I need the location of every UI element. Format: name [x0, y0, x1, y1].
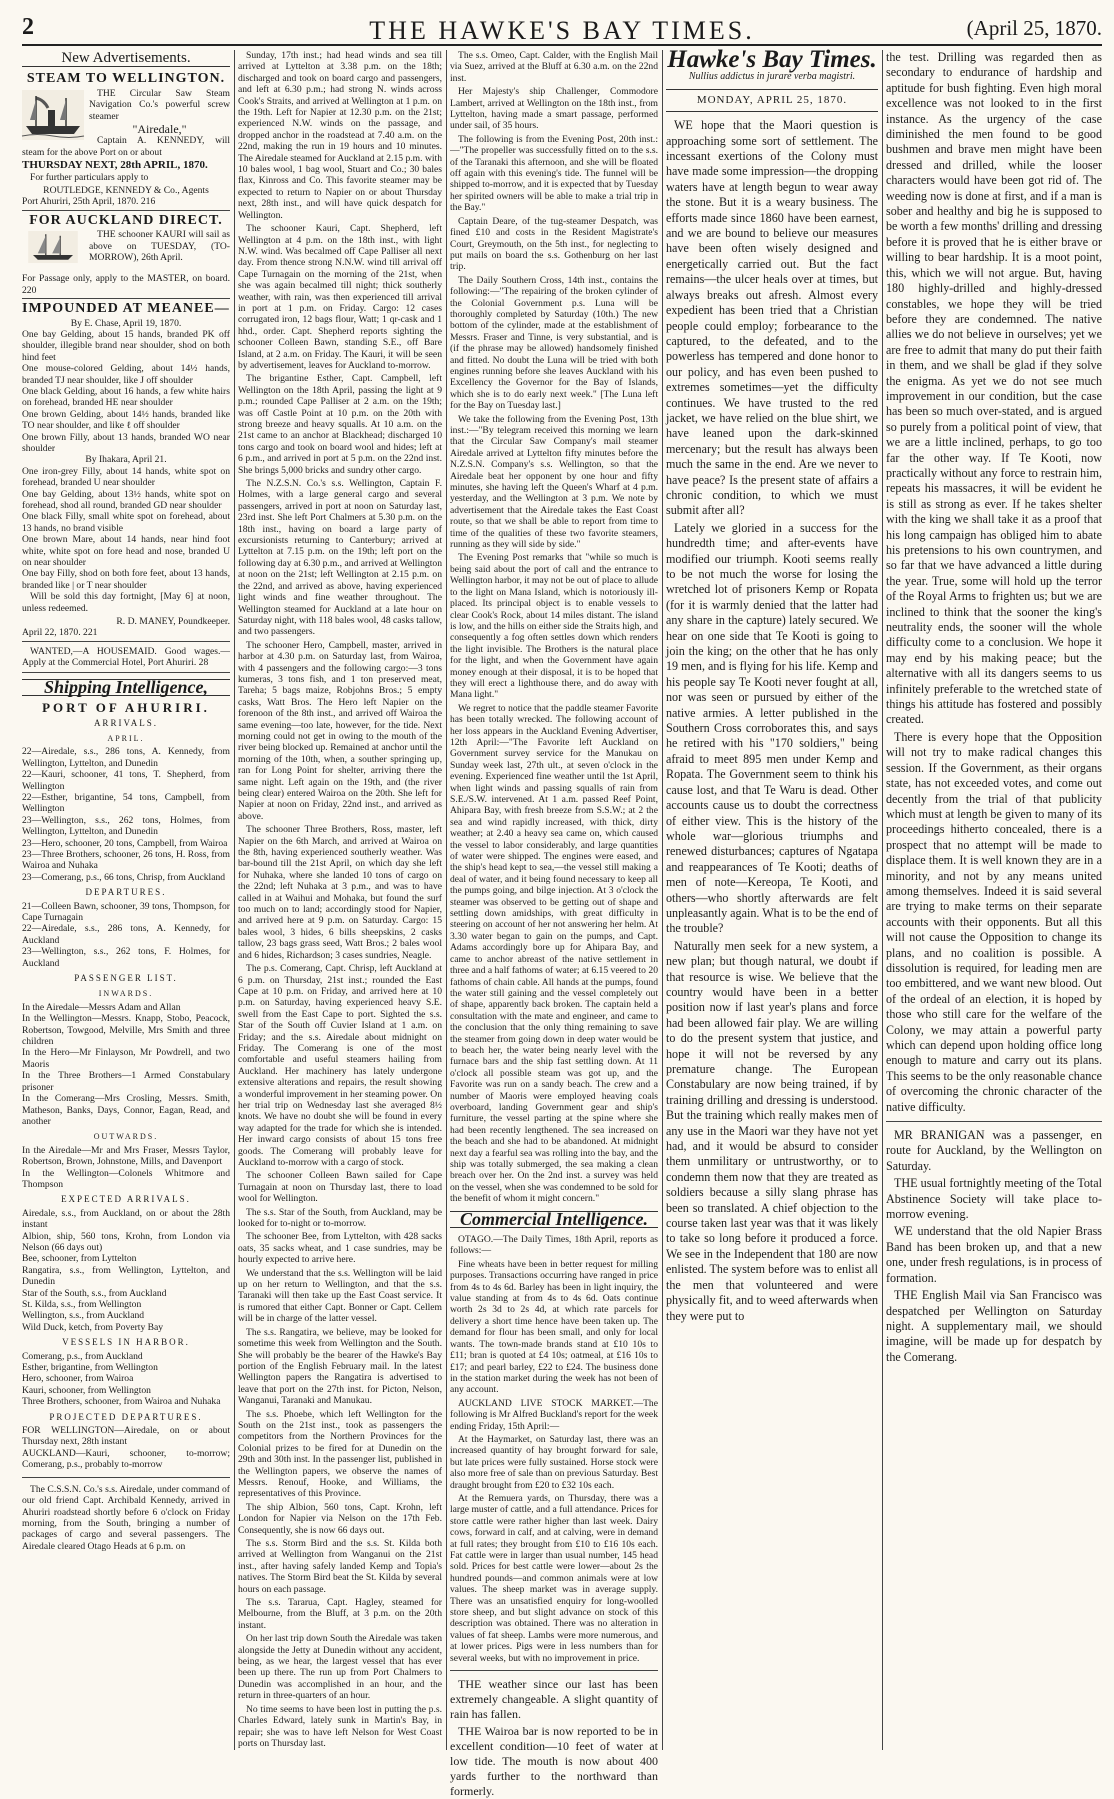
paragraph: THE weather since our last has been extremely changeable. A slight quantity of rain has fallen. — [450, 1677, 658, 1722]
list-item: Albion, ship, 560 tons, Krohn, from London via Nelson (66 days out) — [22, 1230, 230, 1253]
column-editorial-continued — [886, 50, 1102, 1750]
list-item: Airedale, s.s., from Auckland, on or about the 28th instant — [22, 1207, 230, 1231]
list-item: 23—Hero, schooner, 20 tons, Campbell, from Wairoa — [22, 837, 228, 849]
list-heading: PASSENGER LIST. — [74, 973, 178, 984]
impound-by: By E. Chase, April 19, 1870. — [70, 317, 182, 329]
editorial-masthead: Hawke's Bay Times. — [667, 46, 877, 73]
paragraph: At the Haymarket, on Saturday last, there was an increased quantity of hay brought forward for sale, but late prices were fully sustained. Horse stock were also more free of sale than on previous Saturday. Best draught brought from £20 to £32 10s each. — [450, 1433, 658, 1491]
paragraph: The ship Albion, 560 tons, Capt. Krohn, left London for Napier via Nelson on the 17th Feb. Consequently, she is now 66 days out. — [238, 1501, 442, 1536]
ad-footer: Port Ahuriri, 25th April, 1870. 216 — [22, 196, 230, 210]
list-item: Wild Duck, ketch, from Poverty Bay — [22, 1321, 164, 1333]
paragraph: The N.Z.S.N. Co.'s s.s. Wellington, Captain F. Holmes, with a large general cargo and several passengers, arrived in port at noon on Saturday last, 23rd inst. She left Port Chalmers at 5.30 p.m. on the 18th inst., having on board a large party of excursionists returning to Canterbury; arrived at Lyttelton at 7.15 p.m. on the 19th; left port on the following day at 6.30 p.m., and arrived at Wellington at noon on the 21st; left Wellington at 2.15 p.m. on the 22nd, and arrived as above, having experienced light winds and fine weather throughout. The Wellington steamed for Auckland at a late hour on Saturday night, with 118 bales wool, 48 casks tallow, and two passengers. — [238, 478, 442, 638]
masthead — [22, 12, 1102, 46]
list-item: Wellington, s.s., from Auckland — [22, 1310, 145, 1322]
ad-heading: FOR AUCKLAND DIRECT. — [29, 212, 223, 228]
list-item: Bee, schooner, from Lyttelton — [22, 1253, 137, 1265]
impound-item: One brown Mare, about 14 hands, near hind foot white, white spot on fore head and nose, branded U on near shoulder — [22, 534, 230, 569]
news-note: THE English Mail via San Francisco was despatched per Wellington on Saturday night. A supplementary mail, we should imagine, will be made up for despatch by the Comerang. — [886, 1288, 1102, 1364]
paragraph: The s.s. Star of the South, from Auckland, may be looked for to-night or to-morrow. — [238, 1206, 442, 1230]
divider — [450, 1670, 658, 1671]
ad-heading: IMPOUNDED AT MEANEE— — [22, 301, 230, 317]
paragraph: The schooner Three Brothers, Ross, master, left Napier on the 6th March, and arrived at Wairoa on the 8th, having experienced southerly weather. Was bar-bound till the 21st April, on which day she left for Nuhaka, where she landed 10 tons of cargo on the 22nd; left Nuhaka at 3 p.m., and was to have called in at Waihui and Mohaka, but found the surf too much on to land; accordingly stood for Napier, and arrived here at 9 p.m. on Saturday. Cargo: 15 bales wool, 3 hides, 6 bills sheepskins, 2 casks tallow, 23 bags grass seed, Watt Bros.; 2 bales wool and 6 hides, Richardson; 3 cases sundries, Neagle. — [238, 824, 442, 961]
news-note: WE understand that the old Napier Brass Band has been broken up, and that a new one, under fresh regulations, is in process of formation. — [886, 1224, 1102, 1285]
paragraph: The s.s. Omeo, Capt. Calder, with the English Mail via Suez, arrived at the Bluff at 6.30 a.m. on the 22nd inst. — [450, 50, 658, 84]
ad-text: THE Circular Saw Steam Navigation Co.'s powerful screw steamer — [89, 87, 230, 122]
paragraph: Naturally men seek for a new system, a new plan; but though natural, we doubt if that resource is wise. We believe that the country would have been in a better position now if last year's plans and force had been allowed fair play. We are willing to do the present system that justice, and hope it will not be reversed by any premature change. The European Constabulary are now being trained, if by training drilling and dressing is understood. But the training which really makes men of any use in the Maori war they have not yet had, and it would be absurd to consider them unmilitary or untrustworthy, or to condemn them now that they are treated as soldiers because a silly slang phrase has been so translated. A chief objection to the course taken last year was that it was likely to take so long before it produced a force. We see in the Independent that 180 are now enlisted. The system before was to enlist all the men that volunteered and were physically fit, and to weed afterwards when they were put to — [666, 938, 878, 1323]
list-item: In the Airedale—Mr and Mrs Fraser, Messrs Taylor, Robertson, Brown, Johnstone, Mills, and Davenport — [22, 1144, 230, 1168]
steamship-icon — [22, 90, 84, 140]
paragraph: At the Remuera yards, on Thursday, there was a large muster of cattle, and a full attendance. Prices for store cattle were rather higher than last week. Dairy cows, forward in calf, and at calving, were in demand at full rates; they brought from £10 to £16 10s each. Fat cattle were in larger than usual number, 145 head sold. Prices for best cattle were lower—about 2s the hundred pounds—and common animals were at low values. The sheep market was in average supply. There was an unsatisfied enquiry for long-woolled store sheep, and but slight advance on stock of this description was obtained. There was no alteration in values of fat sheep. Lambs were more numerous, and at lower prices. Pigs were in less numbers than for several weeks, but with no improvement in price. — [450, 1492, 658, 1664]
paragraph: The brigantine Esther, Capt. Campbell, left Wellington on the 18th April, passing the light at 9 p.m.; rounded Cape Palliser at 2 a.m. on the 19th; was off Castle Point at 10 p.m. on the 20th with strong breeze and heavy squalls. At 10 a.m. on the 21st came to an anchor at Blackhead; discharged 10 tons cargo and took on board wool and hides; left at 6 p.m., and arrived in port at 5 p.m. on the 22nd inst. She brings 5,000 bricks and sundry other cargo. — [238, 373, 442, 476]
paragraph: No time seems to have been lost in putting the p.s. Charles Edward, lately sunk in Martin's Bay, in repair; she was to have left Nelson for West Coast ports on Thursday last. — [238, 1703, 442, 1749]
list-item: Comerang, p.s., from Auckland — [22, 1350, 143, 1362]
ship-name: "Airedale," — [132, 122, 187, 137]
paragraph: the test. Drilling was regarded then as secondary to endurance of hardship and aptitude for bush fighting. Even high moral excellence was not looked to in the first instance. As the urgency of the case diminished the men found to be good bushmen and brave men might have been dressed and drilled, while the looser characters would have been got rid of. The weeding now is done at first, and if a man is sober and healthy and big he is supposed to be worth a few months' drilling and dressing before it is proved that he is either brave or willing to bear hardship. It is a moot point, this, which we will not argue. But, having 180 highly-drilled and highly-dressed constables, we hope they will be tried before they are condemned. The native allies we do not believe in ourselves; yet we are free to admit that many do put their faith in them, and we shall be glad if they solve the enigma. As yet we do not see much improvement in our condition, but the case has been so much over-stated, and is argued so purely from a political point of view, that we are a little inclined, perhaps, to go too far the other way. If Te Kooti, now practically without any force to restrain him, repeats his massacres, it will be evident he is still as strong as ever. If he takes shelter with the king we shall take it as a proof that his long campaign has obliged him to abate his pretensions to his own countrymen, and so far that we have advanced a little during the year. True, some will hold up the terror of the Royal Arms to frighten us; but we are inclined to think that the sooner the king's neutrality ends, the sooner will the whole difficulty come to a conclusion. We hope it may end by his making peace; but the alternative with all its dangers seems to us infinitely preferable to the wretched state of things his attitude has fostered and possibly created. — [886, 50, 1102, 727]
column-editorial — [666, 46, 878, 1750]
paragraph: Lately we gloried in a success for the hundredth time; and after-events have modified our triumph. Kooti seems really to be not much the worse for losing the wretched lot of prisoners Kemp or Ropata (for it is warmly denied that the latter had any share in the capture) lately secured. We hear on one side that Te Kooti is going to join the king; on the other that he has only 19 men, and is flying for his life. Kemp and his people say Te Kooti never fought at all, nor was seen or pursued by either of the native armies. A letter published in the Southern Cross corroborates this, and says he retired with his "170 soldiers," being afraid to meet 895 men under Kemp and Ropata. The Government seem to think his cause lost, and that Te Waru is dead. Other accounts cause us to doubt the correctness of either view. This is the history of the whole war—glorious triumphs and renewed disturbances; captures of Ngatapa and reappearances of Te Kooti; deaths of men of note—Kereopa, Te Kooti, and others—who shortly afterwards are felt unpleasantly again. What is to be the end of the trouble? — [666, 520, 878, 936]
list-item: 22—Kauri, schooner, 41 tons, T. Shepherd, from Wellington — [22, 769, 230, 792]
impound-item: One bay Gelding, about 15 hands, branded PK off shoulder, illegible brand near shoulder, shod on both hind feet — [22, 328, 230, 363]
list-item: In the Airedale—Messrs Adam and Allan — [22, 1001, 181, 1013]
paragraph: AUCKLAND LIVE STOCK MARKET.—The following is Mr Alfred Buckland's report for the week ending Friday, 15th April:— — [450, 1397, 658, 1432]
paragraph: The following is from the Evening Post, 20th inst.:—"The propeller was successfully fitted on to the s.s. of the Taranaki this afternoon, and she will be floated off again with this evening's tide. The funnel will be shipped to-morrow, and it is expected that by Tuesday her spirited owners will be able to make a trial trip in the Bay." — [450, 133, 658, 214]
paragraph: Sunday, 17th inst.; had head winds and sea till arrived at Lyttelton at 3.38 p.m. on the 18th; discharged and took on board cargo and passengers, and left at 6.30 p.m.; had strong N. winds across Cook's Straits, and arrived at Wellington at 1 p.m. on the 19th. Left for Napier at 12.30 p.m. on the 21st; experienced N.W. winds on the passage, and dropped anchor in the roadstead at 7.40 a.m. on the 22nd, making the run in 19 hours and 10 minutes. The Airedale steamed for Auckland at 2.15 p.m. with 10 bales wool, 1 bag wool, Stuart and Co.; 30 bales flax, Kinross and Co. This favorite steamer may be expected to return to Napier on or about Thursday next, 28th inst., and will have quick despatch for Wellington. — [238, 50, 442, 221]
section-heading: Commercial Intelligence. — [450, 1211, 658, 1228]
paragraph: OTAGO.—The Daily Times, 18th April, reports as follows:— — [450, 1234, 658, 1257]
paragraph: The p.s. Comerang, Capt. Chrisp, left Auckland at 6 p.m. on Thursday, 21st inst.; rounded the East Cape at 10 p.m. on Friday, and arrived here at 10 p.m. on Saturday, having experienced heavy S.E. swell from the East Cape to port. Sighted the s.s. Star of the South off Cuvier Island at 1 a.m. on Friday; and the s.s. Airedale about midnight on Friday. The Comerang is one of the most comfortable and useful steamers hailing from Auckland. Her machinery has lately undergone extensive alterations and repairs, the result showing a wonderful improvement in her steaming power. On her trial trip on Wednesday last she averaged 8½ knots. We have no doubt she will be found in every way adapted for the trade for which she is intended. Her inward cargo consists of about 15 tons free goods. The Comerang will probably leave for Auckland to-morrow with a cargo of stock. — [238, 963, 442, 1168]
list-subheading: INWARDS. — [98, 989, 154, 999]
column-divider — [446, 50, 447, 1750]
column-divider — [882, 50, 883, 1750]
paragraph: Captain Deare, of the tug-steamer Despatch, was fined £10 and costs in the Resident Magistrate's Court, Greymouth, on the 5th inst., for neglecting to put mails on board the s.s. Gothenburg on her last trip. — [450, 215, 658, 273]
list-item: Three Brothers, schooner, from Wairoa and Nuhaka — [22, 1396, 221, 1408]
column-news — [450, 50, 658, 1799]
impound-item: One brown Gelding, about 14½ hands, branded like TO near shoulder, and like ℓ off shoulder — [22, 408, 230, 432]
paragraph: The s.s. Phoebe, which left Wellington for the South on the 21st inst., took as passengers the competitors from the Northern Provinces for the Colonial prizes to be fired for at Dunedin on the 29th and 30th inst. In the passenger list, published in the Wellington papers, we observe the names of Messrs. Renouf, Hooke, and Williams, the representatives of this Province. — [238, 1408, 442, 1500]
impound-item: One black Filly, small white spot on forehead, about 13 hands, no brand visible — [22, 511, 230, 534]
list-item: 23—Wellington, s.s., 262 tons, F. Holmes, for Auckland — [22, 946, 230, 969]
list-item: 21—Colleen Bawn, schooner, 39 tons, Thompson, for Cape Turnagain — [22, 900, 230, 923]
paragraph: The C.S.S.N. Co.'s s.s. Airedale, under command of our old friend Capt. Archibald Kennedy, arrived in Ahuriri roadstead shortly before 6 o'clock on Friday morning, from the South, bringing a number of packages of cargo and several passengers. The Airedale cleared Otago Heads at 6 p.m. on — [22, 1483, 230, 1552]
list-item: In the Comerang—Mrs Crosling, Messrs. Smith, Matheson, Banks, Days, Connor, Eagan, Read, and another — [22, 1093, 230, 1127]
wanted-ad: WANTED,—A HOUSEMAID. Good wages.—Apply at the Commercial Hotel, Port Ahuriri. 28 — [22, 646, 230, 673]
list-item: Rangatira, s.s., from Wellington, Lyttelton, and Dunedin — [22, 1264, 230, 1288]
impound-signature: R. D. MANEY, Poundkeeper. — [116, 616, 230, 628]
list-item: 23—Three Brothers, schooner, 26 tons, H. Ross, from Wairoa and Nuhaka — [22, 848, 230, 872]
dateline: MONDAY, APRIL 25, 1870. — [666, 89, 878, 112]
impound-by: By Ihakara, April 21. — [85, 454, 167, 466]
paragraph: The Daily Southern Cross, 14th inst., contains the following:—"The repairing of the broken cylinder of the Colonial Government p.s. Luna will be thoroughly completed by Saturday (10th.) The new bottom of the cylinder, made at the establishment of Messrs. Fraser and Tinne, is very substantial, and is (if the phrase may be allowed) handsomely finished and fitted. No doubt the Luna will be tried with both engines running before she leaves Auckland with his Excellency the Governor for the Bay of Islands, which she is to do early next week." [The Luna left for the Bay on Tuesday last.] — [450, 274, 658, 412]
list-item: 23—Wellington, s.s., 262 tons, Holmes, from Wellington, Lyttelton, and Dunedin — [22, 814, 230, 838]
column-advertisements — [22, 50, 230, 1750]
news-note: MR BRANIGAN was a passenger, en route for Auckland, by the Wellington on Saturday. — [886, 1128, 1102, 1173]
list-item: 22—Airedale, s.s., 286 tons, A. Kennedy, from Wellington, Lyttelton, and Dunedin — [22, 746, 230, 769]
list-item: St. Kilda, s.s., from Wellington — [22, 1299, 142, 1310]
impound-sale: Will be sold this day fortnight, [May 6] at noon, unless redeemed. — [22, 591, 230, 614]
list-heading: EXPECTED ARRIVALS. — [61, 1194, 191, 1205]
impound-item: One bay Filly, shod on both fore feet, about 13 hands, branded like | or T near shoulder — [22, 568, 230, 591]
paragraph: The schooner Bee, from Lyttelton, with 428 sacks oats, 35 sacks wheat, and 1 case sundries, may be hourly expected to arrive here. — [238, 1231, 442, 1266]
ad-footer: April 22, 1870. 221 — [22, 627, 230, 641]
list-item: 22—Airedale, s.s., 286 tons, A. Kennedy, for Auckland — [22, 923, 230, 946]
list-heading: DEPARTURES. — [85, 887, 167, 898]
list-heading: ARRIVALS. — [93, 717, 159, 728]
page-number: 2 — [22, 14, 34, 40]
paragraph: We take the following from the Evening Post, 13th inst.:—"By telegram received this morning we learn that the Circular Saw Company's mail steamer Airedale arrived at Lyttelton fifty minutes before the N.Z.S.N. Company's s.s. Wellington, so that the Airedale beat her opponent by one hour and fifty minutes, she having left the Queen's Wharf at 4 p.m. yesterday, and the Wellington at 3 p.m. We note by advertisement that the Airedale takes the East Coast route, so that we shall be able to report from time to time of the qualities of these two favorite steamers, running as they will side by side." — [450, 413, 658, 551]
paragraph: The Evening Post remarks that "while so much is being said about the port of call and the entrance to Wellington harbor, it may not be out of place to allude to the light on Mana Island, which is notoriously ill-placed. Its principal object is to enable vessels to clear Cook's Rock, about 14 miles distant. The island is low, and the hills on either side the Straits high, and consequently a fog often settles down which renders the light invisible. The Brothers is the natural place for the light, and when the Government have again money enough at their disposal, it is to be hoped that they will erect a lighthouse there, and do away with Mana light." — [450, 552, 658, 701]
impound-item: One brown Filly, about 13 hands, branded WO near shoulder — [22, 431, 230, 454]
ad-text: THE schooner KAURI will sail as above on TUESDAY, (TO-MORROW), 26th April. — [89, 229, 230, 264]
list-subheading: OUTWARDS. — [93, 1132, 159, 1142]
list-item: AUCKLAND—Kauri, schooner, to-morrow; Comerang, p.s., probably to-morrow — [22, 1447, 230, 1471]
impound-item: One black Gelding, about 16 hands, a few white hairs on forehead, branded HE near shoulder — [22, 385, 230, 409]
paragraph: Her Majesty's ship Challenger, Commodore Lambert, arrived at Wellington on the 18th inst., from Lyttelton, having made a smart passage, performed under sail, of 35 hours. — [450, 86, 658, 132]
list-item: 22—Esther, brigantine, 54 tons, Campbell, from Wellington — [22, 791, 230, 815]
list-item: Star of the South, s.s., from Auckland — [22, 1287, 167, 1299]
ad-date: THURSDAY NEXT, 28th APRIL, 1870. — [22, 159, 208, 172]
ad-text: Captain A. KENNEDY, will steam for the above Port on or about — [22, 135, 230, 158]
list-item: In the Hero—Mr Finlayson, Mr Powdrell, and two Maoris — [22, 1047, 230, 1070]
news-note: THE usual fortnightly meeting of the Total Abstinence Society will take place to-morrow evening. — [886, 1176, 1102, 1222]
impound-item: One iron-grey Filly, about 14 hands, white spot on forehead, branded U near shoulder — [22, 465, 230, 489]
column-divider — [662, 50, 663, 1750]
motto: Nullius addictus in jurare verba magistri. — [688, 71, 856, 83]
paragraph: Fine wheats have been in better request for milling purposes. Transactions occurring have ranged in price from 4s to 4s 6d. Barley has been in light inquiry, the value standing at from 4s to 4s 6d. Oats continue worth 2s 3d to 2s 4d, at which rate parcels for delivery a short time hence have been taken up. The demand for flour has been small, and only for local wants. The town-made brands stand at £10 10s to £11; bran is quoted at £4 10s; oatmeal, at £16 10s to £17; and pearl barley, £22 to £24. The business done in the station market during the week has not been of any account. — [450, 1258, 658, 1396]
paragraph: There is every hope that the Opposition will not try to make radical changes this session. If the Government, as their organs state, has not exceeded votes, and come out decently from the trial of that publicity which must at length be given to many of its proceedings hitherto concealed, there is a prospect that no attempt will be made to displace them. It is well known they are in a minority, and not by any means united among themselves. Indeed it is said several are trying to make terms on their separate accounts with their opponents. But all this will not cause the Opposition to change its plans, and no coalition is possible. A dissolution is required, for leading men are too embittered, and we want new blood. Out of the ordeal of an election, it is hoped by those who still care for the welfare of the Colony, we may attain a powerful party which can depend upon holding office long enough to mature and carry out its plans. This seems to be the only reasonable chance of overcoming the chronic character of the native difficulty. — [886, 729, 1102, 1114]
list-item: In the Wellington—Colonels Whitmore and Thompson — [22, 1167, 230, 1190]
section-heading: Shipping Intelligence, — [22, 679, 230, 696]
newspaper-title: THE HAWKE'S BAY TIMES. — [369, 16, 755, 45]
impound-item: One mouse-colored Gelding, about 14½ hands, branded TJ near shoulder, like J off shoulder — [22, 363, 230, 386]
port-heading: PORT OF AHURIRI. — [42, 700, 210, 716]
column-divider — [234, 50, 235, 1750]
paragraph: The schooner Kauri, Capt. Shepherd, left Wellington at 4 p.m. on the 18th inst., with light N.W. wind. Was becalmed off Cape Palliser all next day. From thence strong N.N.W. wind till arrival off Cape Turnagain on the morning of the 21st, when she was again becalmed till night; thick southerly weather, with rain, was then experienced till arrival in port at 1 p.m. on Friday. Cargo: 12 cases corrugated iron, 12 bags flour, Watt; 1 qr-cask and 1 hhd., order. Capt. Shepherd reports sighting the schooner Colleen Bawn, standing S.E., off Bare Island, at 2 a.m. on Friday. The Kauri, it will be seen by advertisement, leaves for Auckland to-morrow. — [238, 223, 442, 371]
paragraph: THE Wairoa bar is now reported to be in excellent condition—10 feet of water at low tide. The mouth is now about 400 yards further to the northward than formerly. — [450, 1724, 658, 1799]
paragraph: We regret to notice that the paddle steamer Favorite has been totally wrecked. The following account of her loss appears in the Auckland Evening Advertiser, 12th April:—"The Favorite left Auckland on Government survey service for the Manukau on Sunday week last, 27th ult., at seven o'clock in the evening. Experienced fine weather until the 1st April, when light winds and passing squalls of rain from S.E./S.W. intervened. At 1 a.m. passed Reef Point, Ahipara Bay, with fresh breeze from S.S.W.; at 2 the sea and wind rapidly increased, with thick, dirty weather; at 2.40 a heavy sea came on, which caused the vessel to labor considerably, and large quantities of water were shipped. The engines were eased, and the ship's head kept to sea,—the vessel still making a deal of water, and it being found necessary to keep all the pumps going, and bilge injection. At 3 o'clock the steamer was observed to be getting out of shape and settling down amidships, with great difficulty in steering on account of her not answering her helm. At 3.30 water began to gain on the pumps, and Capt. Adams accordingly bore up for Ahipara Bay, and came to anchor abreast of the native settlement in three and a half fathoms of water; at 6.15 veered to 20 fathoms of chain cable. All hands at the pumps, found the water still gaining and the vessel completely out of shape, apparently back broken. The captain held a consultation with the mate and engineer, and came to the conclusion that the only thing remaining to save the steamer from going down in deep water would be to beach her, the water being nearly level with the furnace bars and the ship fast settling down. At 11 o'clock all possible steam was got up, and the Favorite was run on a sandy beach. The crew and a number of Maoris were employed heaving coals overboard, landing Government gear and ship's furniture, the vessel parting at the spine where she had been recently lengthened. The sea increased on the beach and she had to be abandoned. At midnight next day a fearful sea was rolling into the bay, and the ship was totally submerged, the sea making a clean breach over her. On the 2nd inst. a survey was held on the vessel, when she was condemned to be sold for the benefit of whom it might concern." — [450, 702, 658, 1205]
list-heading: PROJECTED DEPARTURES. — [49, 1411, 203, 1422]
ad-agents: ROUTLEDGE, KENNEDY & Co., Agents — [43, 185, 209, 197]
column-shipping-news — [238, 50, 442, 1750]
paragraph: We understand that the s.s. Wellington will be laid up on her return to Wellington, and that the s.s. Taranaki will then take up the East Coast service. It is rumored that either Capt. Bonner or Capt. Cellem will be in charge of the latter vessel. — [238, 1267, 442, 1325]
impound-item: One bay Gelding, about 13½ hands, white spot on forehead, shod all round, branded GD near shoulder — [22, 488, 230, 511]
issue-date: (April 25, 1870. — [966, 16, 1102, 40]
paragraph: The s.s. Rangatira, we believe, may be looked for sometime this week from Wellington and the South. She will probably be the bearer of the Hawke's Bay portion of the English February mail. In the latest Wellington papers the Rangatira is advertised to leave that port on the 27th inst. for Picton, Nelson, Wanganui, Taranaki and Manukau. — [238, 1326, 442, 1407]
divider — [22, 1477, 230, 1478]
schooner-icon — [22, 231, 84, 271]
list-item: 23—Comerang, p.s., 66 tons, Chrisp, from Auckland — [22, 871, 226, 883]
paragraph: The s.s. Storm Bird and the s.s. St. Kilda both arrived at Wellington from Wanganui on the 21st inst., after having safely landed Kemp and Topia's natives. The Storm Bird beat the St. Kilda by several hours on each passage. — [238, 1538, 442, 1595]
list-item: FOR WELLINGTON—Airedale, on or about Thursday next, 28th instant — [22, 1425, 230, 1448]
paragraph: The schooner Colleen Bawn sailed for Cape Turnagain at noon on Thursday last, there to load wool for Wellington. — [238, 1170, 442, 1205]
paragraph: The s.s. Tararua, Capt. Hagley, steamed for Melbourne, from the Bluff, at 3 p.m. on the 20th instant. — [238, 1597, 442, 1631]
list-item: Hero, schooner, from Wairoa — [22, 1373, 134, 1385]
paragraph: WE hope that the Maori question is approaching some sort of settlement. The incessant exertions of the Colony must have made some impression—the dropping waters have at length begun to wear away the stone. But it is a weary business. The efforts made since 1860 have been earnest, and we are bound to believe our measures have been often wisely designed and energetically carried out. But the fact remains—the ulcer heals over at times, but always breaks out afresh. Almost every expedient has been tried that a Christian people could employ; forbearance to the captured, to the defeated, and to the powerless has tempered and done honor to our policy, and has even been pushed to extremes sometimes—yet the difficulty continues. We have trusted to the red jacket, we have relied on the blue shirt, we have leaned upon the dark-skinned mercenary; but the result has always been much the same in the end. Are we never to have peace? Is the present state of affairs a chronic condition, to which we must submit after all? — [666, 118, 878, 518]
ad-footer: For Passage only, apply to the MASTER, on board. 220 — [22, 273, 230, 299]
section-heading: New Advertisements. — [22, 53, 230, 67]
divider — [886, 1121, 1102, 1122]
list-item: In the Three Brothers—1 Armed Constabulary prisoner — [22, 1070, 230, 1093]
paragraph: The schooner Hero, Campbell, master, arrived in harbor at 4.30 p.m. on Saturday last, from Wairoa, with 4 passengers and the following cargo:—3 tons kumeras, 3 tons fish, and 1 ton preserved meat, Tareha; 5 bags maize, Robjohns Bros.; 5 empty casks, Watt Bros. The Hero left Napier on the forenoon of the 8th inst., and arrived off Wairoa the same evening—too late, however, for the tide. Next morning could not get in owing to the mouth of the river being blocked up. Remained at anchor until the morning of the 10th, when, a souther springing up, ran for Long Point for shelter, arriving there the same night. Left again on the 19th, and (the river being clear) entered Wairoa on the 20th. She left for Napier at noon on Friday, 22nd inst., and arrived as above. — [238, 639, 442, 822]
list-item: Esther, brigantine, from Wellington — [22, 1362, 158, 1374]
list-item: Kauri, schooner, from Wellington — [22, 1384, 151, 1396]
list-heading: VESSELS IN HARBOR. — [62, 1337, 190, 1348]
month-label: APRIL. — [107, 733, 145, 743]
list-item: In the Wellington—Messrs. Knapp, Stobo, Peacock, Robertson, Towgood, Melville, Mrs Smith and three children — [22, 1013, 230, 1048]
ad-text: For further particulars apply to — [30, 171, 149, 183]
ad-heading: STEAM TO WELLINGTON. — [26, 71, 226, 87]
paragraph: On her last trip down South the Airedale was taken alongside the Jetty at Dunedin without any accident, being, as we hear, the largest vessel that has ever been up there. The run up from Port Chalmers to Dunedin was accomplished in an hour, and the return in three-quarters of an hour. — [238, 1633, 442, 1702]
